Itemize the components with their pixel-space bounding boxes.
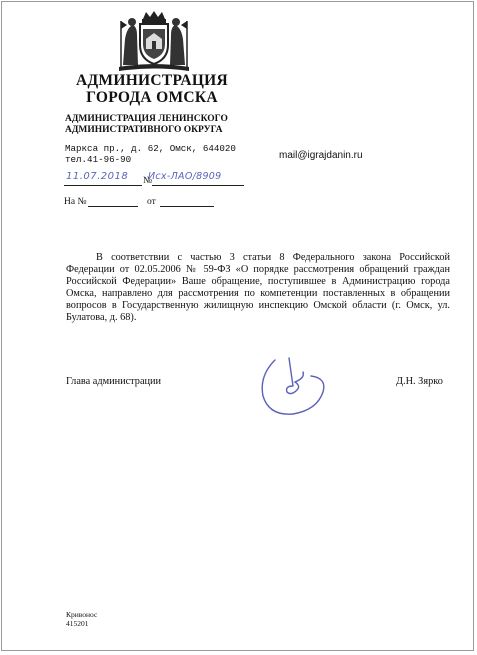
number-label: №: [143, 176, 153, 186]
executor-phone: 415201: [66, 619, 89, 628]
signer-position: Глава администрации: [66, 376, 162, 387]
ref-number-underline: [88, 206, 138, 207]
address-phone: тел.41-96-90: [65, 154, 132, 165]
number-underline: [152, 185, 244, 186]
org-title-line1: АДМИНИСТРАЦИЯ: [75, 72, 229, 89]
ref-date-label: от: [147, 197, 156, 207]
date-underline: [64, 185, 142, 186]
handwritten-number: Исх-ЛАО/8909: [148, 171, 222, 182]
omsk-coat-of-arms-icon: [113, 9, 195, 73]
sub-org-line1: АДМИНИСТРАЦИЯ ЛЕНИНСКОГО: [65, 114, 228, 124]
letter-body: В соответствии с частью 3 статьи 8 Федерального закона Российской Федерации от 02.05.2006 № 59-ФЗ «О порядке рассмотрения обращений граждан Российской Федерации» Ваше обращение, поступившее в Администрацию города Омска, направлено для рассмотрения по компетенции поставленных в обращении вопросов в Государственную жилищную инспекцию Омской области (г. Омск, ул. Булатова, д. 68).: [66, 252, 450, 323]
handwritten-signature-icon: [255, 352, 331, 424]
ref-number-label: На №: [64, 197, 87, 207]
address-line1: Маркса пр., д. 62, Омск, 644020: [65, 143, 236, 154]
ref-date-underline: [160, 206, 214, 207]
signer-name: Д.Н. Зярко: [396, 376, 443, 387]
executor-name: Кривонос: [66, 610, 98, 619]
sub-org-line2: АДМИНИСТРАТИВНОГО ОКРУГА: [65, 125, 223, 135]
redacted-recipient-area: [270, 60, 410, 148]
org-title-line2: ГОРОДА ОМСКА: [86, 89, 218, 106]
recipient-email: mail@igrajdanin.ru: [279, 150, 363, 161]
handwritten-date: 11.07.2018: [66, 171, 129, 182]
